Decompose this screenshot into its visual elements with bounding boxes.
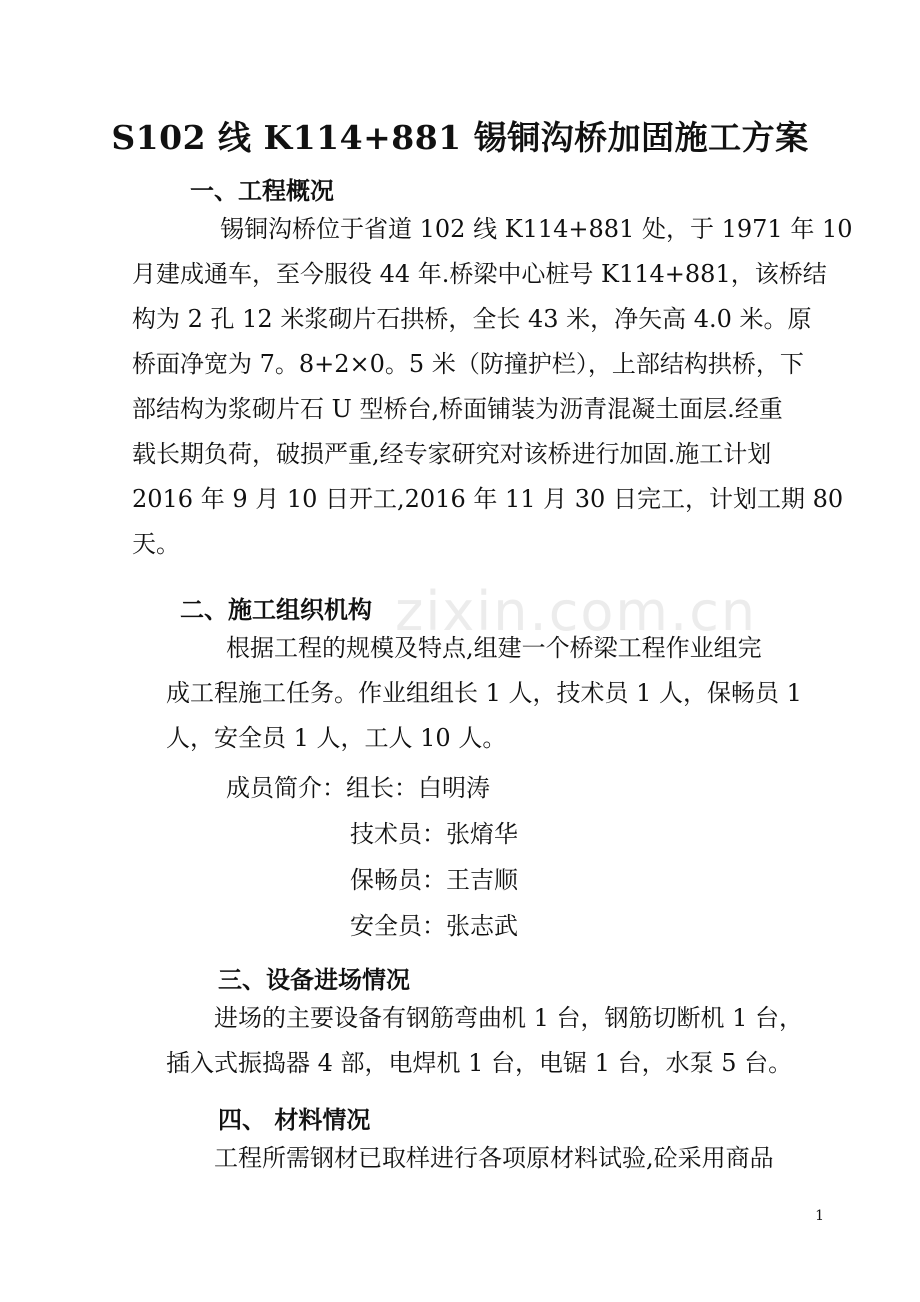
watermark: zixin.com.cn (395, 580, 758, 643)
paragraph-line: 月建成通车，至今服役 44 年.桥梁中心桩号 K114+881，该桥结 (132, 260, 827, 288)
paragraph-line: 进场的主要设备有钢筋弯曲机 1 台，钢筋切断机 1 台， (214, 1004, 804, 1032)
member-item-technician: 技术员：张焴华 (350, 820, 518, 848)
document-title: S102 线 K114+881 锡铜沟桥加固施工方案 (111, 118, 809, 157)
page-number: 1 (815, 1208, 824, 1224)
paragraph-line: 桥面净宽为 7。8+2×0。5 米（防撞护栏），上部结构拱桥，下 (132, 350, 804, 378)
paragraph-line: 插入式振捣器 4 部，电焊机 1 台，电锯 1 台，水泵 5 台。 (166, 1049, 793, 1077)
section-body-materials (214, 1136, 774, 1181)
paragraph-line: 构为 2 孔 12 米浆砌片石拱桥，全长 43 米，净矢高 4.0 米。原 (132, 305, 812, 333)
paragraph-line: 2016 年 9 月 10 日开工,2016 年 11 月 30 日完工，计划工期 80 (132, 485, 844, 513)
member-item-leader: 成员简介：组长：白明涛 (226, 774, 490, 802)
member-item-traffic: 保畅员：王吉顺 (350, 866, 518, 894)
paragraph-line: 部结构为浆砌片石 U 型桥台,桥面铺装为沥青混凝土面层.经重 (132, 395, 783, 423)
section-body-organization (166, 626, 802, 761)
section-body-equipment (166, 996, 803, 1086)
section-heading-overview: 一、工程概况 (190, 176, 334, 205)
section-body-overview (132, 207, 852, 567)
paragraph-line: 人，安全员 1 人，工人 10 人。 (166, 724, 507, 752)
member-list (226, 765, 518, 949)
paragraph-line: 载长期负荷，破损严重,经专家研究对该桥进行加固.施工计划 (132, 440, 772, 468)
section-heading-organization: 二、施工组织机构 (180, 595, 372, 624)
paragraph-line: 天。 (132, 530, 180, 558)
paragraph-line: 成工程施工任务。作业组组长 1 人，技术员 1 人，保畅员 1 (166, 679, 802, 707)
paragraph-line: 根据工程的规模及特点,组建一个桥梁工程作业组完 (226, 634, 762, 662)
paragraph-line: 工程所需钢材已取样进行各项原材料试验,砼采用商品 (214, 1144, 774, 1172)
member-item-safety: 安全员：张志武 (350, 912, 518, 940)
section-heading-equipment: 三、设备进场情况 (218, 965, 410, 994)
section-heading-materials: 四、 材料情况 (218, 1105, 371, 1134)
paragraph-line: 锡铜沟桥位于省道 102 线 K114+881 处，于 1971 年 10 (220, 215, 853, 243)
